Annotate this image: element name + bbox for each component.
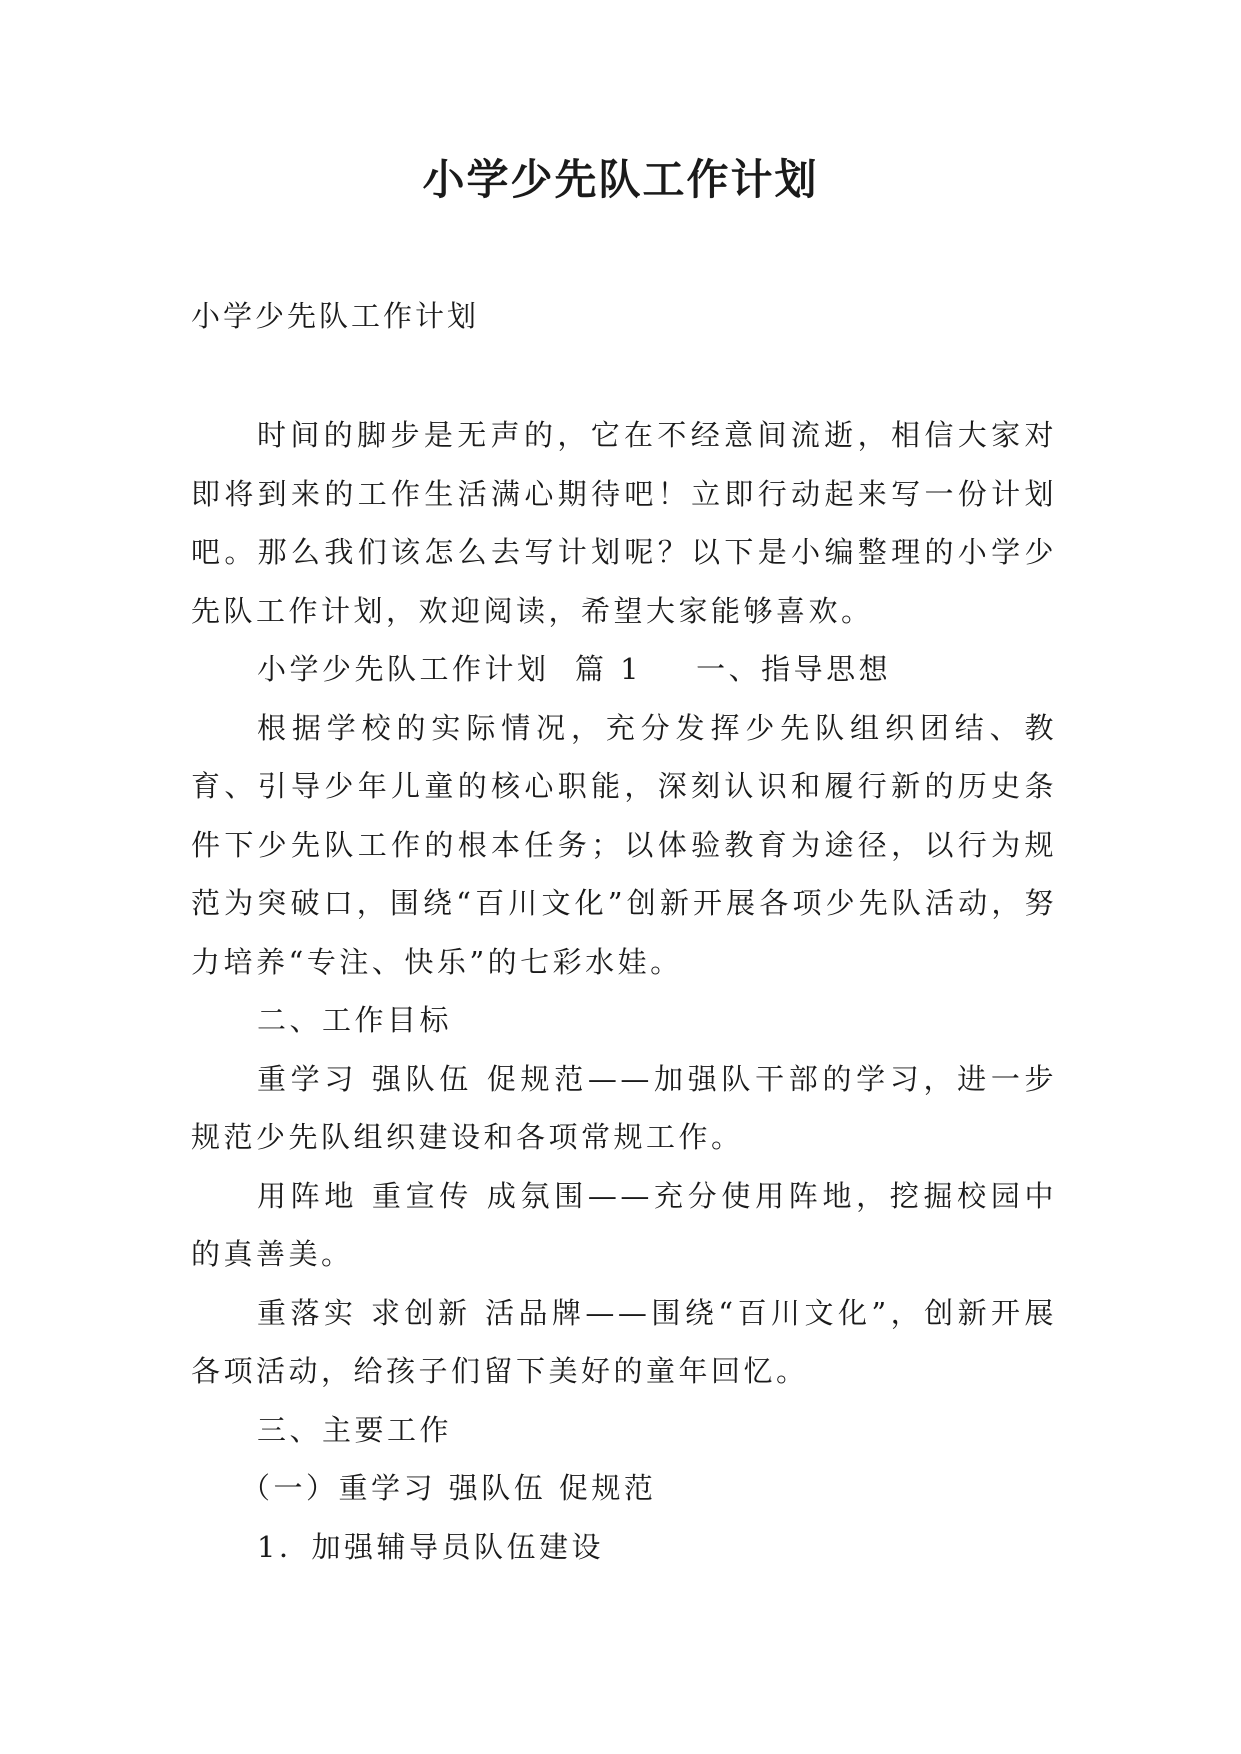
section-line [191,640,1057,699]
intro-paragraph: 时间的脚步是无声的，它在不经意间流逝，相信大家对即将到来的工作生活满心期待吧！立即行动起来写一份计划吧。那么我们该怎么去写计划呢？以下是小编整理的小学少先队工作计划，欢迎阅读，希望大家能够喜欢。 [191,418,1057,628]
section-label: 小学少先队工作计划 篇 1 [257,652,643,686]
list-item-1: 1．加强辅导员队伍建设 [257,1529,604,1564]
goal-paragraph-3: 重落实 求创新 活品牌——围绕“百川文化”，创新开展各项活动，给孩子们留下美好的童年回忆。 [191,1295,1057,1388]
sub-heading-study: （一）重学习 强队伍 促规范 [241,1471,657,1505]
document-subtitle: 小学少先队工作计划 [191,299,480,333]
guiding-ideology-paragraph: 根据学校的实际情况，充分发挥少先队组织团结、教育、引导少年儿童的核心职能，深刻认识和履行新的历史条件下少先队工作的根本任务；以体验教育为途径，以行为规范为突破口，围绕“百川文化”创新开展各项少先队活动，努力培养“专注、快乐”的七彩水娃。 [191,710,1057,979]
document-body [191,406,1057,1576]
heading-work-goals: 二、工作目标 [257,1003,453,1037]
heading-guiding-ideology: 一、指导思想 [696,652,892,686]
document-title: 小学少先队工作计划 [422,155,819,204]
heading-main-work: 三、主要工作 [257,1412,453,1447]
goal-paragraph-1: 重学习 强队伍 促规范——加强队干部的学习，进一步规范少先队组织建设和各项常规工作。 [191,1061,1057,1154]
goal-paragraph-2: 用阵地 重宣传 成氛围——充分使用阵地，挖掘校园中的真善美。 [191,1178,1057,1271]
